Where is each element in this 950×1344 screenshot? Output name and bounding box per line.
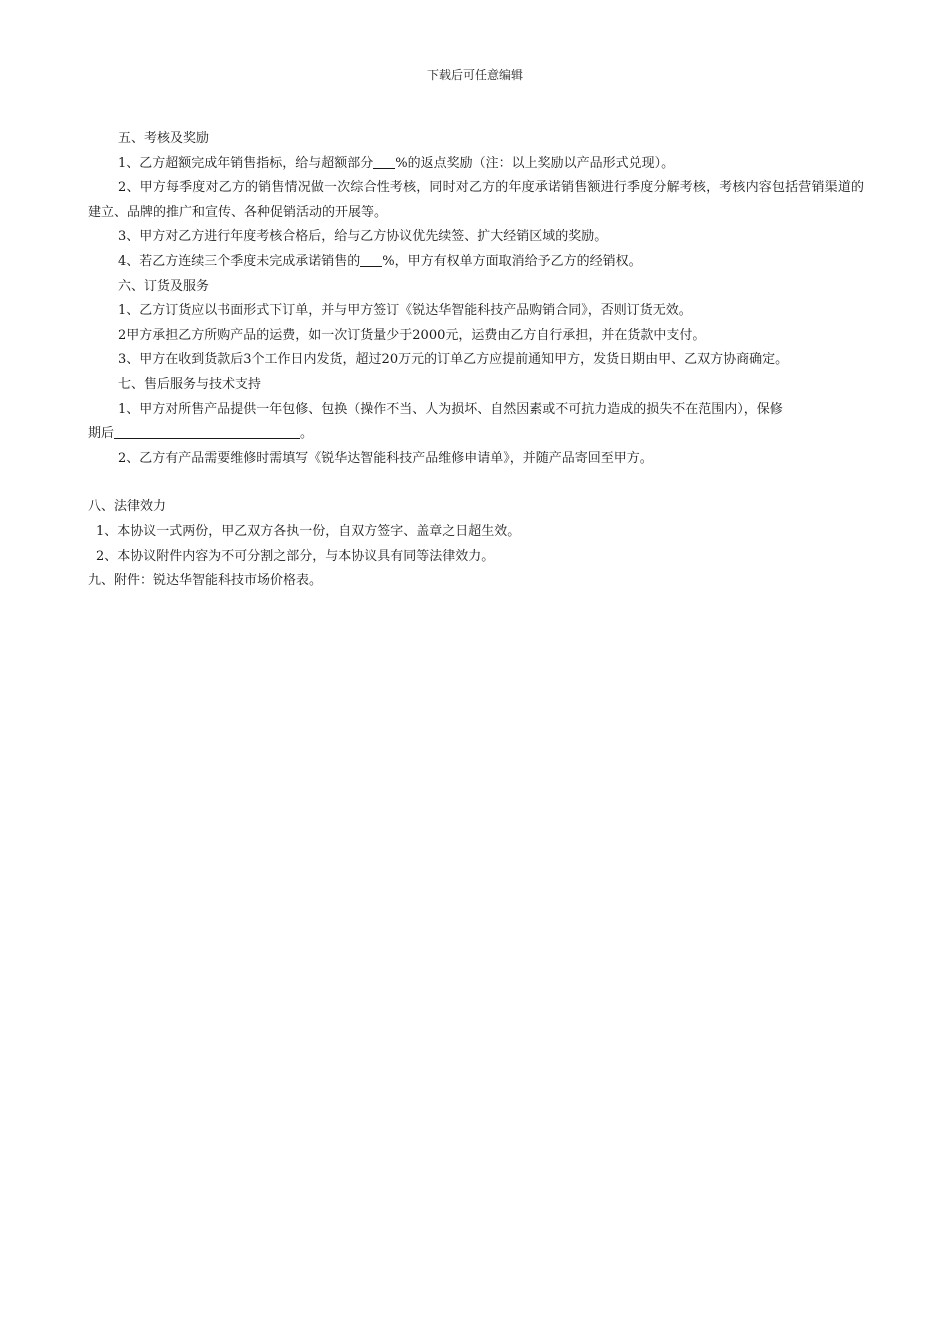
section-5-item-1 xyxy=(88,152,864,177)
section-8-item-1: 1、本协议一式两份，甲乙双方各执一份，自双方签字、盖章之日超生效。 xyxy=(96,523,521,539)
section-5-item-1-after: %的返点奖励（注：以上奖励以产品形式兑现）。 xyxy=(395,155,675,171)
section-6-item-2: 2甲方承担乙方所购产品的运费，如一次订货量少于2000元，运费由乙方自行承担，并在货款中支付。 xyxy=(118,327,706,343)
section-5-item-4-after: %，甲方有权单方面取消给予乙方的经销权。 xyxy=(382,253,642,269)
sales-percent-blank xyxy=(360,253,382,267)
section-6-item-1: 1、乙方订货应以书面形式下订单，并与甲方签订《锐达华智能科技产品购销合同》，否则订货无效。 xyxy=(118,303,692,319)
section-8-title: 八、法律效力 xyxy=(88,499,167,515)
section-7-item-1-line-2-after: 。 xyxy=(300,426,314,442)
document-body xyxy=(88,127,864,594)
section-5-item-1-before: 1、乙方超额完成年销售指标，给与超额部分 xyxy=(118,155,374,171)
section-6-title: 六、订货及服务 xyxy=(118,278,210,294)
section-5-title: 五、考核及奖励 xyxy=(118,131,210,146)
warranty-blank xyxy=(114,425,300,439)
section-5-item-4-before: 4、若乙方连续三个季度未完成承诺销售的 xyxy=(118,253,361,269)
section-6-item-3: 3、甲方在收到货款后3个工作日内发货，超过20万元的订单乙方应提前通知甲方，发货日期由甲、乙双方协商确定。 xyxy=(118,352,789,368)
section-7-item-1-line-2-before: 期后 xyxy=(88,426,115,442)
section-7-item-1-line-1: 1、甲方对所售产品提供一年包修、包换（操作不当、人为损坏、自然因素或不可抗力造成的损失不在范围内），保修 xyxy=(118,401,783,417)
section-7-item-2: 2、乙方有产品需要维修时需填写《锐华达智能科技产品维修申请单》，并随产品寄回至甲方。 xyxy=(118,450,653,466)
section-5-item-2: 2、甲方每季度对乙方的销售情况做一次综合性考核，同时对乙方的年度承诺销售额进行季度分解考核，考核内容包括营销渠道的建立、品牌的推广和宣传、各种促销活动的开展等。 xyxy=(88,180,864,220)
section-8-item-2: 2、本协议附件内容为不可分割之部分，与本协议具有同等法律效力。 xyxy=(96,548,495,564)
rebate-percent-blank xyxy=(373,155,395,169)
page-header: 下载后可任意编辑 xyxy=(426,68,523,82)
section-9-title: 九、附件：锐达华智能科技市场价格表。 xyxy=(88,573,323,589)
section-7-title: 七、售后服务与技术支持 xyxy=(118,376,262,392)
section-5-item-4 xyxy=(88,250,864,275)
section-5-item-3: 3、甲方对乙方进行年度考核合格后，给与乙方协议优先续签、扩大经销区域的奖励。 xyxy=(118,229,608,245)
section-7-item-1-line-2 xyxy=(88,422,864,447)
spacer xyxy=(88,471,864,495)
